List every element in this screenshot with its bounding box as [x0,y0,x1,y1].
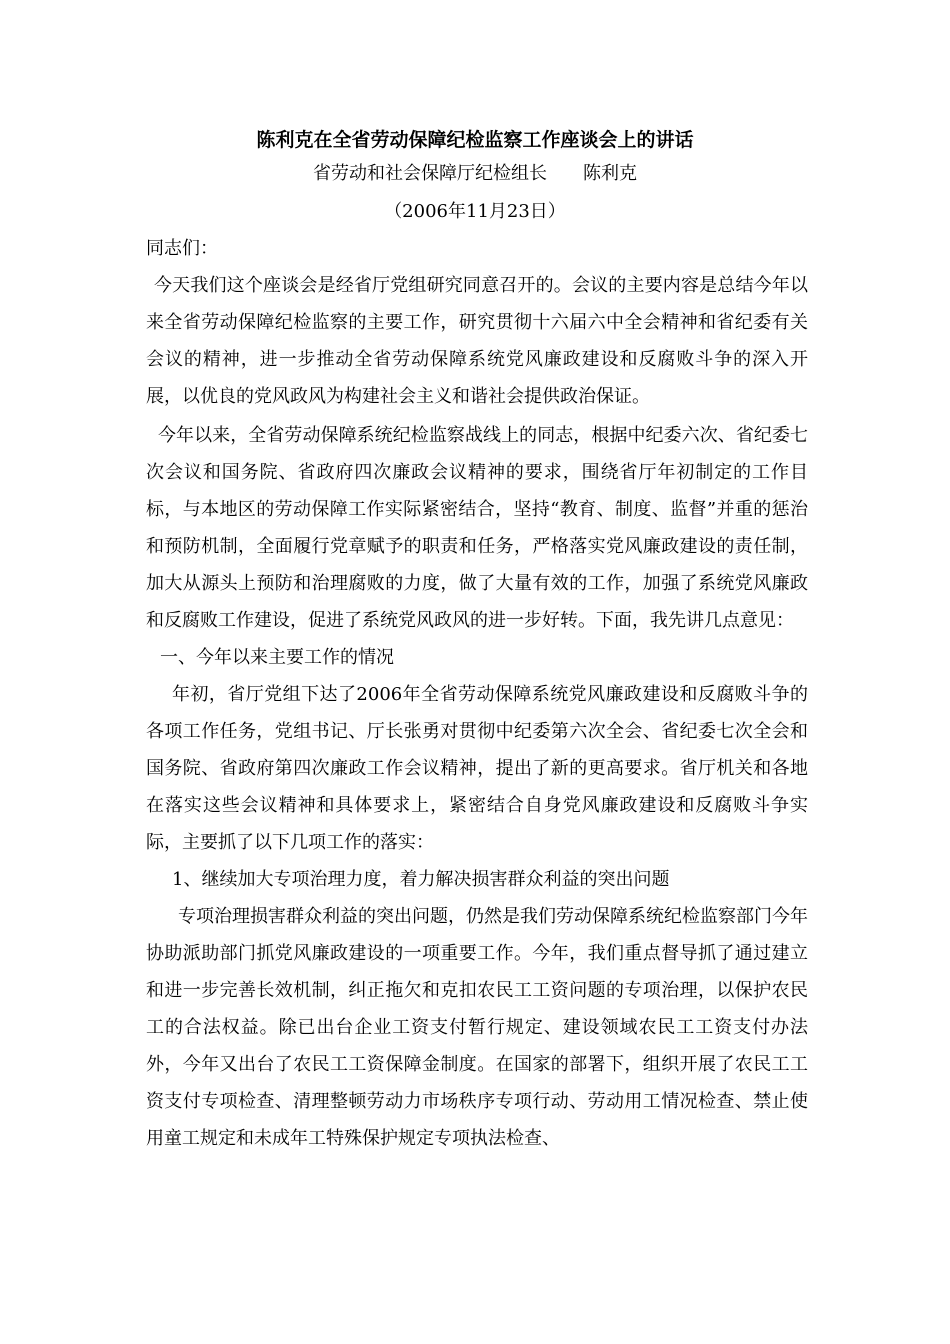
author-line [0,160,950,188]
paragraph-section-intro: 年初，省厅党组下达了2006年全省劳动保障系统党风廉政建设和反腐败斗争的各项工作任务，党组书记、厅长张勇对贯彻中纪委第六次全会、省纪委七次全会和国务院、省政府第四次廉政工作会议精神，提出了新的更高要求。省厅机关和各地在落实这些会议精神和具体要求上，紧密结合自身党风廉政建设和反腐败斗争实际，主要抓了以下几项工作的落实： [146,684,808,853]
subsection-heading: 1、继续加大专项治理力度，着力解决损害群众利益的突出问题 [172,869,670,890]
salutation: 同志们： [146,238,218,259]
document-date: （2006年11月23日） [384,201,566,222]
document-title: 陈利克在全省劳动保障纪检监察工作座谈会上的讲话 [256,129,694,151]
section-heading: 一、今年以来主要工作的情况 [160,647,394,668]
author-name: 陈利克 [583,163,637,184]
paragraph-subsection: 专项治理损害群众利益的突出问题，仍然是我们劳动保障系统纪检监察部门今年协助派助部门抓党风廉政建设的一项重要工作。今年，我们重点督导抓了通过建立和进一步完善长效机制，纠正拖欠和克扣农民工工资问题的专项治理，以保护农民工的合法权益。除已出台企业工资支付暂行规定、建设领域农民工工资支付办法外，今年又出台了农民工工资保障金制度。在国家的部署下，组织开展了农民工工资支付专项检查、清理整顿劳动力市场秩序专项行动、劳动用工情况检查、禁止使用童工规定和未成年工特殊保护规定专项执法检查、 [146,906,808,1149]
author-role: 省劳动和社会保障厅纪检组长 [313,163,547,184]
document-body [146,230,808,1157]
paragraph-intro: 今天我们这个座谈会是经省厅党组研究同意召开的。会议的主要内容是总结今年以来全省劳动保障纪检监察的主要工作，研究贯彻十六届六中全会精神和省纪委有关会议的精神，进一步推动全省劳动保障系统党风廉政建设和反腐败斗争的深入开展，以优良的党风政风为构建社会主义和谐社会提供政治保证。 [146,275,808,407]
paragraph-summary: 今年以来，全省劳动保障系统纪检监察战线上的同志，根据中纪委六次、省纪委七次会议和国务院、省政府四次廉政会议精神的要求，围绕省厅年初制定的工作目标，与本地区的劳动保障工作实际紧密结合，坚持“教育、制度、监督”并重的惩治和预防机制，全面履行党章赋予的职责和任务，严格落实党风廉政建设的责任制，加大从源头上预防和治理腐败的力度，做了大量有效的工作，加强了系统党风廉政和反腐败工作建设，促进了系统党风政风的进一步好转。下面，我先讲几点意见： [146,425,808,631]
